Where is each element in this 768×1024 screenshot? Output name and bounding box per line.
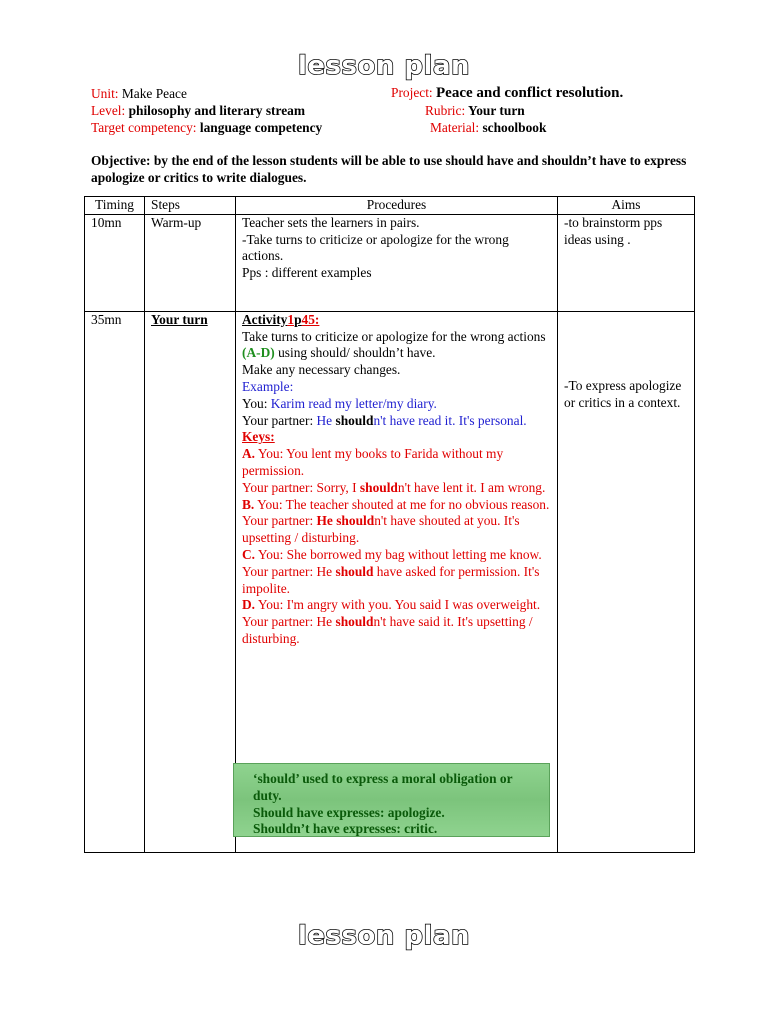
procedure-line [242, 265, 551, 282]
rubric-line [425, 102, 525, 119]
row2-steps-text: Your turn [151, 311, 208, 327]
procedure-text: 1 [287, 311, 295, 327]
material-value: schoolbook [482, 120, 547, 135]
project-value: Peace and conflict resolution. [436, 85, 624, 101]
procedure-text: 45: [301, 311, 320, 327]
note-line: ‘should’ used to express a moral obligation or [253, 771, 513, 786]
procedure-text: A. [242, 446, 256, 462]
procedure-text: should [335, 412, 374, 428]
procedure-text: Teacher sets the learners in pairs. [242, 214, 420, 230]
procedure-text: p [294, 311, 302, 327]
competency-label: Target competency: [91, 120, 197, 135]
procedure-text: Karim read my letter/my diary. [270, 395, 437, 411]
row2-aims-text: -To express apologize or critics in a context. [564, 377, 682, 410]
header-timing: Timing [85, 197, 145, 215]
procedure-text: Make any necessary changes. [242, 362, 401, 378]
procedure-text: should [335, 563, 374, 579]
procedure-text: B. [242, 496, 255, 512]
procedure-text: You: The teacher shouted at me for no obvious reason. [254, 496, 550, 512]
procedure-text: Pps : different examples [242, 265, 372, 281]
procedure-text: Keys: [242, 429, 275, 445]
procedure-text: Your partner: He [242, 614, 336, 630]
note-line: Should have expresses: apologize. [253, 804, 445, 820]
procedure-line [242, 497, 551, 514]
page-title-bottom: lesson plan [298, 921, 470, 951]
procedure-text: using should/ shouldn’t have. [274, 345, 436, 361]
procedure-line [242, 215, 551, 232]
procedure-line [242, 429, 551, 446]
procedure-text: Your partner: Sorry, I [242, 479, 360, 495]
rubric-label: Rubric: [425, 103, 466, 118]
competency-line [91, 119, 322, 136]
level-value: philosophy and literary stream [128, 103, 306, 118]
unit-value: Make Peace [121, 86, 187, 101]
procedure-line [242, 564, 551, 598]
procedure-line [242, 480, 551, 497]
procedure-text: Your partner: He [242, 563, 336, 579]
procedure-text: He [316, 412, 336, 428]
procedure-text: D. [242, 597, 256, 613]
row1-timing: 10mn [85, 214, 145, 311]
procedure-text: Your partner: [242, 412, 317, 428]
procedure-line [242, 232, 551, 266]
header-aims: Aims [558, 197, 695, 215]
row1-aims: -to brainstorm pps ideas using . [558, 214, 695, 311]
material-line [430, 119, 546, 136]
procedure-text: He should [316, 513, 375, 529]
procedure-line [242, 362, 551, 379]
procedure-line [242, 614, 551, 648]
project-line [391, 84, 623, 102]
level-line [91, 102, 305, 119]
row2-timing: 35mn [85, 311, 145, 852]
procedure-text: Activity [242, 311, 288, 327]
procedure-text: n't have read it. It's personal. [373, 412, 527, 428]
unit-label: Unit: [91, 86, 119, 101]
procedure-text: should [359, 479, 398, 495]
objective: Objective: by the end of the lesson students will be able to use should have and shouldn’t have to express apologize or critics to write dialogues. [91, 153, 687, 185]
procedure-text: Your partner: [242, 513, 317, 529]
procedure-text: You: She borrowed my bag without letting me know. [255, 546, 542, 562]
lesson-plan-table [84, 196, 695, 853]
procedure-text: -Take turns to criticize or apologize for the wrong actions. [242, 231, 509, 264]
grammar-note-box [233, 763, 550, 837]
material-label: Material: [430, 120, 480, 135]
procedure-text: You: You lent my books to Farida without my permission. [242, 446, 504, 478]
procedure-text: n't have lent it. I am wrong. [397, 479, 546, 495]
procedure-text: should [335, 614, 374, 630]
page-title: lesson plan [298, 51, 470, 81]
header-steps: Steps [145, 197, 236, 215]
procedure-text: Take turns to criticize or apologize for the wrong actions [242, 328, 546, 344]
procedure-line [242, 329, 551, 363]
row2-aims [558, 311, 695, 852]
procedure-line [242, 379, 551, 396]
procedure-line [242, 547, 551, 564]
procedure-text: C. [242, 546, 256, 562]
procedure-text: (A-D) [242, 345, 275, 361]
procedure-text: You: I'm angry with you. You said I was overweight. [255, 597, 541, 613]
procedure-line [242, 446, 551, 480]
procedure-text: have asked for permission. It's impolite. [242, 563, 540, 596]
unit-line [91, 85, 187, 102]
procedure-text: Example: [242, 378, 294, 394]
row1-steps: Warm-up [145, 214, 236, 311]
table-header-row [85, 197, 695, 215]
level-label: Level: [91, 103, 126, 118]
procedure-line [242, 413, 551, 430]
procedure-text: You: [242, 395, 271, 411]
procedure-line [242, 513, 551, 547]
row2-steps [145, 311, 236, 852]
procedure-text: n't have shouted at you. It's upsetting / disturbing. [242, 513, 520, 546]
competency-value: language competency [199, 120, 323, 135]
note-line: duty. [253, 787, 282, 803]
procedure-line [242, 396, 551, 413]
table-row [85, 214, 695, 311]
rubric-value: Your turn [468, 103, 525, 118]
project-label: Project: [391, 85, 433, 100]
header-procedures: Procedures [236, 197, 558, 215]
note-line: Shouldn’t have expresses: critic. [253, 821, 438, 837]
row1-procedures [236, 214, 558, 311]
procedure-line [242, 312, 551, 329]
procedure-text: n't have said it. It's upsetting / disturbing. [242, 614, 533, 646]
procedure-line [242, 597, 551, 614]
